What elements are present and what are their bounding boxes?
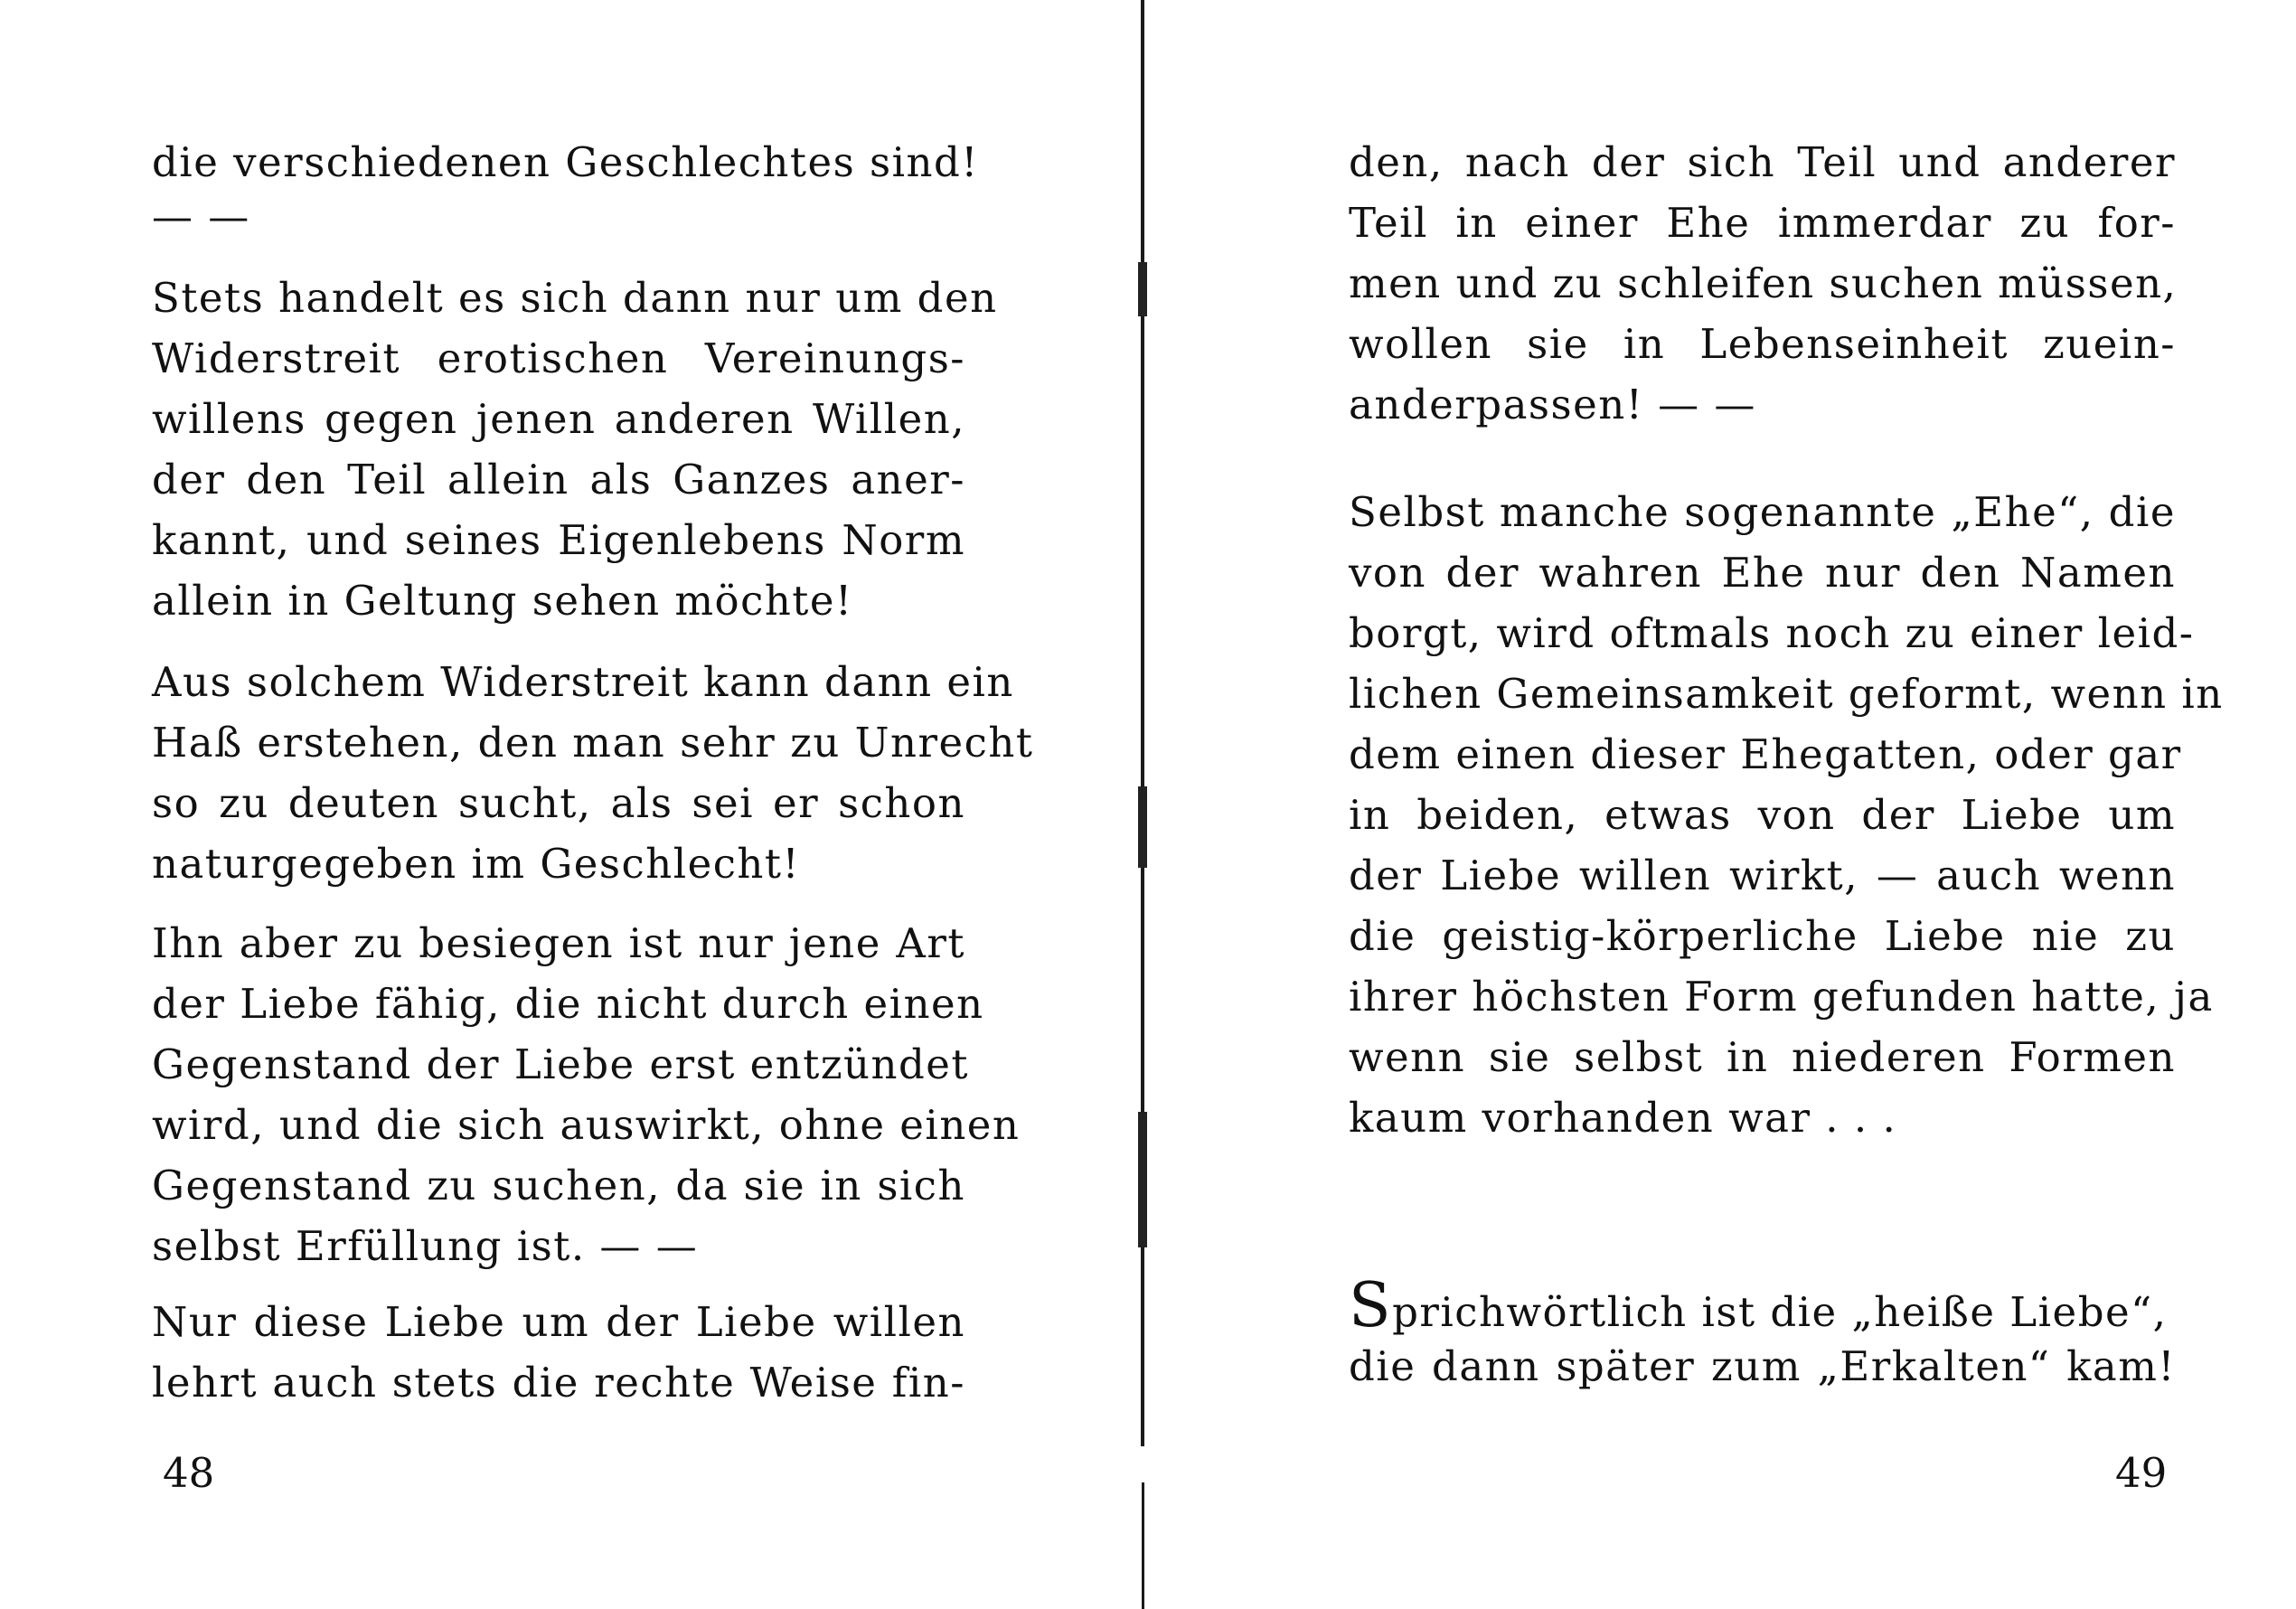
text-line: Aus solchem Widerstreit kann dann ein [152,658,1014,706]
text-line: Teil in einer Ehe immerdar zu for- [1349,199,2176,247]
text-line: — — [152,193,250,240]
text-line: Selbst manche sogenannte „Ehe“, die [1349,488,2176,536]
text-line: lehrt auch stets die rechte Weise fin- [152,1359,965,1407]
text-line: willens gegen jenen anderen Willen, [152,395,965,443]
text-line: der Liebe willen wirkt, — auch wenn [1349,852,2176,899]
text-line: ihrer höchsten Form gefunden hatte, ja [1349,973,2214,1021]
text-line: lichen Gemeinsamkeit geformt, wenn in [1349,670,2224,718]
text-line: die geistig-körperliche Liebe nie zu [1349,912,2176,960]
text-line: naturgegeben im Geschlecht! [152,840,801,888]
text-line: prichwörtlich ist die „heiße Liebe“, [1392,1288,2168,1336]
text-line: borgt, wird oftmals noch zu einer leid- [1349,609,2195,657]
text-line: Gegenstand zu suchen, da sie in sich [152,1162,965,1209]
text-line: in beiden, etwas von der Liebe um [1349,791,2176,839]
page-number: 49 [2115,1449,2168,1497]
book-gutter [1134,0,1150,1609]
page-number: 48 [163,1449,215,1497]
initial-letter: S [1349,1270,1393,1341]
gutter-mark [1138,786,1147,868]
text-line: anderpassen! — — [1349,381,1756,428]
text-line: dem einen dieser Ehegatten, oder gar [1349,730,2182,778]
text-line-with-initial [1349,1270,2176,1341]
text-line: Widerstreit erotischen Vereinungs- [152,334,965,382]
text-line: die dann später zum „Erkalten“ kam! [1349,1342,2176,1390]
gutter-line-lower [1142,1482,1144,1609]
text-line: wollen sie in Lebenseinheit zuein- [1349,320,2176,368]
gutter-mark [1138,262,1147,316]
text-line: men und zu schleifen suchen müssen, [1349,259,2178,307]
text-line: allein in Geltung sehen möchte! [152,577,853,625]
text-line: selbst Erfüllung ist. — — [152,1222,699,1270]
text-line: Ihn aber zu besiegen ist nur jene Art [152,919,965,967]
text-line: so zu deuten sucht, als sei er schon [152,779,965,827]
text-line: Gegenstand der Liebe erst entzündet [152,1040,970,1088]
text-line: von der wahren Ehe nur den Namen [1349,549,2176,597]
text-line: kannt, und seines Eigenlebens Norm [152,516,965,564]
text-line: Haß erstehen, den man sehr zu Unrecht [152,719,1034,767]
left-page [0,0,1134,1609]
text-line: wenn sie selbst in niederen Formen [1349,1033,2176,1081]
text-line: die verschiedenen Geschlechtes sind! [152,138,979,186]
text-line: der Liebe fähig, die nicht durch einen [152,980,984,1028]
gutter-mark [1138,1112,1147,1247]
text-line: kaum vorhanden war . . . [1349,1094,1897,1142]
text-line: den, nach der sich Teil und anderer [1349,138,2176,186]
text-line: wird, und die sich auswirkt, ohne einen [152,1101,1021,1149]
text-line: der den Teil allein als Ganzes aner- [152,456,965,503]
text-line: Nur diese Liebe um der Liebe willen [152,1298,965,1346]
text-line: Stets handelt es sich dann nur um den [152,274,998,322]
